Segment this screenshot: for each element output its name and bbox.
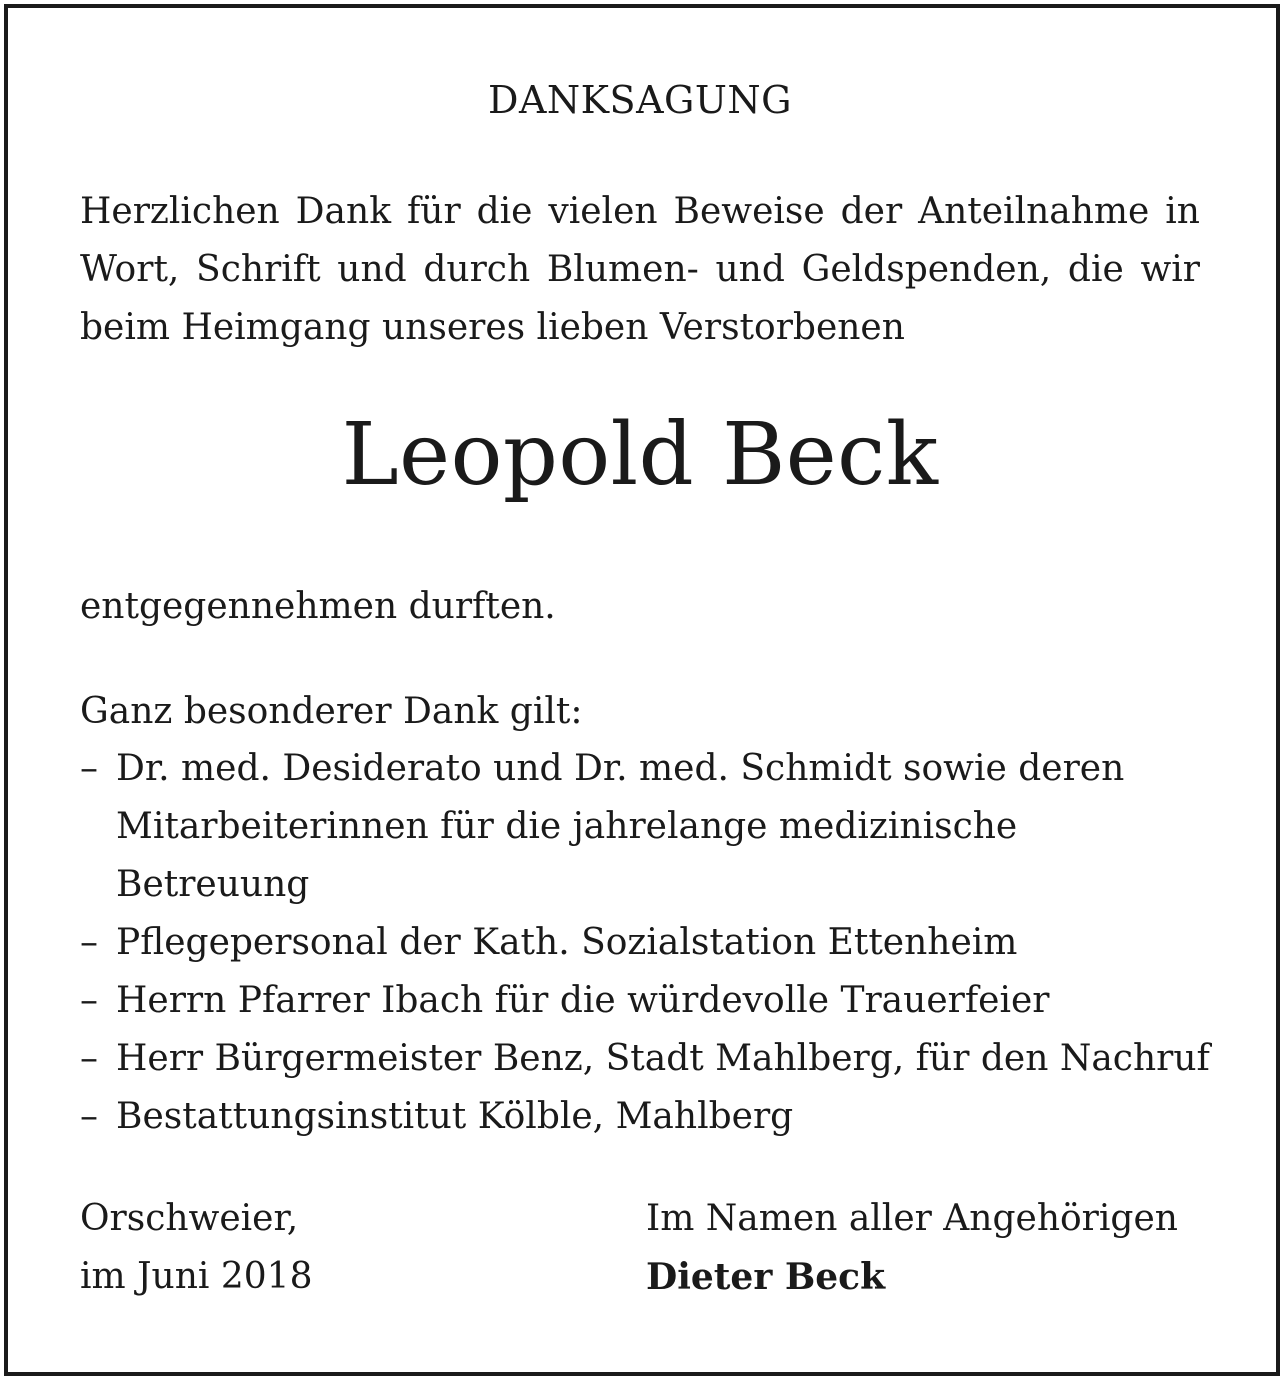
deceased-name: Leopold Beck — [341, 405, 939, 505]
signer-name: Dieter Beck — [646, 1256, 886, 1298]
list-item-line: Pflegepersonal der Kath. Sozialstation Ettenheim — [116, 922, 1018, 963]
notice-heading: DANKSAGUNG — [487, 78, 792, 122]
list-item — [80, 1088, 1210, 1146]
intro-line: Herzlichen Dank für die vielen Beweise der Anteilnahme in — [80, 191, 1200, 232]
after-name-text: entgegennehmen durften. — [80, 586, 556, 627]
list-item — [80, 972, 1210, 1030]
list-item-line: Betreuung — [116, 864, 310, 905]
dash-bullet: – — [80, 748, 98, 789]
dash-bullet: – — [80, 1096, 98, 1137]
dash-bullet: – — [80, 980, 98, 1021]
special-thanks-heading: Ganz besonderer Dank gilt: — [80, 691, 583, 732]
date: im Juni 2018 — [80, 1256, 313, 1297]
on-behalf-text: Im Namen aller Angehörigen — [646, 1198, 1178, 1239]
list-item-line: Dr. med. Desiderato und Dr. med. Schmidt sowie deren — [116, 748, 1125, 789]
intro-text — [80, 183, 1200, 357]
special-thanks-list — [80, 740, 1210, 1146]
list-item-line: Bestattungsinstitut Kölble, Mahlberg — [116, 1096, 794, 1137]
signature-block — [646, 1190, 1178, 1306]
list-item — [80, 1030, 1210, 1088]
list-item — [80, 740, 1210, 914]
intro-line: beim Heimgang unseres lieben Verstorbenen — [80, 307, 905, 348]
intro-line: Wort, Schrift und durch Blumen- und Geldspenden, die wir — [80, 249, 1200, 290]
list-item-line: Herr Bürgermeister Benz, Stadt Mahlberg, für den Nachruf — [116, 1038, 1210, 1079]
dash-bullet: – — [80, 1038, 98, 1079]
place: Orschweier, — [80, 1198, 299, 1239]
list-item-line: Mitarbeiterinnen für die jahrelange medizinische — [116, 806, 1018, 847]
place-date — [80, 1190, 312, 1306]
list-item-line: Herrn Pfarrer Ibach für die würdevolle Trauerfeier — [116, 980, 1050, 1021]
list-item — [80, 914, 1210, 972]
dash-bullet: – — [80, 922, 98, 963]
